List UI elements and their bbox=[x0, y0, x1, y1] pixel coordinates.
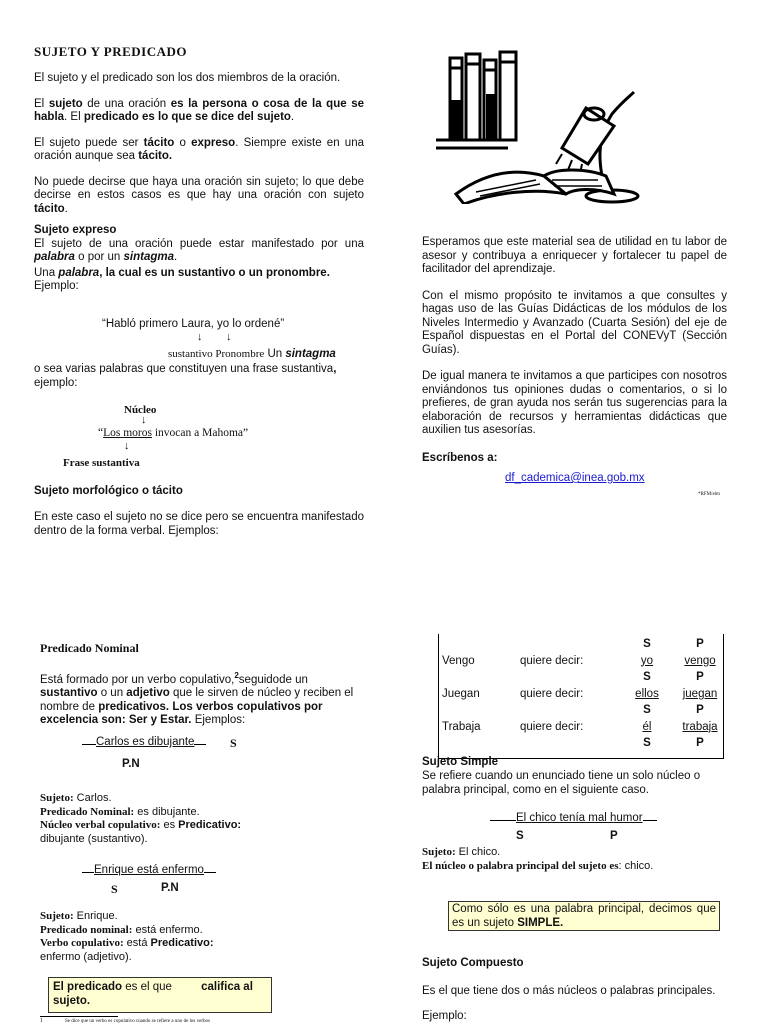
table-cell: P bbox=[696, 737, 704, 750]
arrow-down-icon: ↓ bbox=[124, 440, 130, 452]
table-cell: Vengo bbox=[442, 654, 475, 667]
table-header-row bbox=[442, 702, 722, 719]
paragraph-no-sujeto: No puede decirse que haya una oración sin sujeto; lo que debe decirse en estos casos es que hay una oración con sujeto tácito. bbox=[34, 175, 364, 215]
heading-sujeto-compuesto: Sujeto Compuesto bbox=[422, 957, 524, 969]
table-cell: yo bbox=[640, 654, 654, 667]
table-cell: P bbox=[696, 671, 704, 684]
example-enrique: Enrique está enfermo bbox=[82, 864, 216, 876]
example-sentence-1: “Habló primero Laura, yo lo ordené” bbox=[102, 318, 285, 330]
heading-sujeto-simple: Sujeto Simple bbox=[422, 756, 499, 768]
paragraph-sujeto-expreso: El sujeto de una oración puede estar manifestado por una palabra o por un sintagma. bbox=[34, 237, 364, 263]
table-row bbox=[442, 653, 722, 670]
label-ejemplo-compuesto: Ejemplo: bbox=[422, 1010, 467, 1022]
table-row bbox=[442, 686, 722, 703]
example-labels: sustantivo Pronombre Un sintagma bbox=[168, 348, 336, 360]
heading-sujeto-expreso: Sujeto expreso bbox=[34, 224, 117, 236]
books-lamp-open-book-illustration bbox=[436, 44, 642, 204]
label-nucleo: Núcleo bbox=[124, 404, 157, 416]
paragraph-esperamos: Esperamos que este material sea de utilidad en tu labor de asesor y contribuya a enriquecer y fortalecer tu papel de facilitador del aprendizaje. bbox=[422, 236, 727, 275]
table-cell bbox=[442, 702, 520, 719]
label-s: S bbox=[230, 736, 237, 750]
paragraph-palabra: Una palabra, la cual es un sustantivo o un pronombre. bbox=[34, 266, 330, 279]
page-title: SUJETO Y PREDICADO bbox=[34, 44, 187, 59]
table-cell: P bbox=[696, 638, 704, 651]
right-top-column bbox=[422, 236, 727, 464]
paragraph-sujeto-compuesto: Es el que tiene dos o más núcleos o palabras principales. bbox=[422, 985, 716, 997]
heading-sujeto-morfologico: Sujeto morfológico o tácito bbox=[34, 485, 183, 497]
table-cell: S bbox=[643, 638, 651, 651]
table-header-row bbox=[442, 669, 722, 686]
example-chico: El chico tenía mal humor bbox=[490, 812, 657, 824]
analysis-enrique: Sujeto: Enrique. Predicado nominal: está enfermo. Verbo copulativo: está Predicativo: enfermo (adjetivo). bbox=[40, 910, 214, 963]
arrow-down-icon: ↓ bbox=[226, 331, 232, 343]
label-s: S bbox=[111, 882, 118, 896]
table-cell: quiere decir: bbox=[520, 687, 584, 700]
label-s: S bbox=[516, 830, 524, 842]
analysis-chico: Sujeto: El chico. El núcleo o palabra principal del sujeto es: chico. bbox=[422, 846, 654, 872]
table-cell bbox=[520, 669, 616, 686]
paragraph-morfologico: En este caso el sujeto no se dice pero se encuentra manifestado dentro de la forma verbal. Ejemplos: bbox=[34, 511, 364, 537]
table-cell bbox=[520, 702, 616, 719]
table-cell: él bbox=[642, 720, 652, 733]
table-cell: S bbox=[643, 737, 651, 750]
paragraph-frase-sustantiva: o sea varias palabras que constituyen una frase sustantiva, ejemplo: bbox=[34, 363, 337, 389]
table-cell: S bbox=[643, 704, 651, 717]
example-sentence-2: “Los moros invocan a Mahoma” bbox=[98, 427, 249, 439]
footnote: 1 Se dice que un verbo es copulativo cuando se refiere a uno de los verbos bbox=[40, 1018, 210, 1024]
table-cell: P bbox=[696, 704, 704, 717]
table-cell: vengo bbox=[684, 654, 716, 667]
table-cell: ellos bbox=[635, 687, 659, 700]
analysis-carlos: Sujeto: Carlos. Predicado Nominal: es dibujante. Núcleo verbal copulativo: es Predicativo: dibujante (sustantivo). bbox=[40, 792, 242, 845]
table-cell: Juegan bbox=[442, 687, 480, 700]
left-top-column bbox=[34, 44, 364, 294]
table-cell bbox=[442, 669, 520, 686]
table-header-row bbox=[442, 636, 722, 653]
paragraph-predicado-nominal: Está formado por un verbo copulativo,$^2$seguidode un sustantivo o un adjetivo que le sirven de núcleo y reciben el nombre de predicativos. Los verbos copulativos por excelencia son: Ser y Estar. Ejemplos: bbox=[40, 671, 354, 727]
paragraph-intro: El sujeto y el predicado son los dos miembros de la oración. bbox=[34, 72, 341, 84]
highlight-box-simple: Como sólo es una palabra principal, decimos que es un sujeto SIMPLE. bbox=[448, 901, 720, 931]
highlight-box-predicado: El predicado es el que califica al sujeto. bbox=[48, 977, 272, 1013]
label-p: P bbox=[610, 830, 618, 842]
table-row bbox=[442, 719, 722, 736]
label-frase-sustantiva: Frase sustantiva bbox=[63, 457, 140, 469]
verb-subject-table bbox=[442, 636, 722, 752]
label-pn: P.N bbox=[161, 882, 179, 894]
table-cell: quiere decir: bbox=[520, 654, 584, 667]
paragraph-tacito-expreso: El sujeto puede ser tácito o expreso. Siempre existe en una oración aunque sea tácito. bbox=[34, 136, 364, 162]
paragraph-sujeto-definition: El sujeto de una oración es la persona o cosa de la que se habla. El predicado es lo que se dice del sujeto. bbox=[34, 97, 364, 123]
paragraph-sujeto-simple: Se refiere cuando un enunciado tiene un solo núcleo o palabra principal, como en el siguiente caso. bbox=[422, 770, 701, 796]
email-link[interactable]: df_cademica@inea.gob.mx bbox=[505, 472, 645, 484]
example-carlos: Carlos es dibujante bbox=[82, 736, 206, 748]
footnote-rule bbox=[40, 1016, 118, 1017]
paragraph-proposito: Con el mismo propósito te invitamos a que consultes y hagas uso de las Guías Didácticas de los módulos de los Niveles Intermedio y Avanzado (Cuarta Sesión) del eje de Español dispuestas en el Portal del CONEVyT (Sección Guías). bbox=[422, 289, 727, 356]
table-cell bbox=[442, 735, 520, 752]
arrow-down-icon: ↓ bbox=[141, 414, 147, 426]
arrow-down-icon: ↓ bbox=[197, 331, 203, 343]
label-escribenos: Escríbenos a: bbox=[422, 451, 498, 464]
table-cell: S bbox=[643, 671, 651, 684]
table-cell: quiere decir: bbox=[520, 720, 584, 733]
label-ejemplo: Ejemplo: bbox=[34, 280, 79, 292]
table-cell: juegan bbox=[682, 687, 718, 700]
table-cell: trabaja bbox=[682, 720, 718, 733]
initials: *RFM/elm bbox=[698, 492, 720, 497]
table-cell bbox=[520, 735, 616, 752]
paragraph-participes: De igual manera te invitamos a que participes con nosotros enviándonos tus opiniones dudas o comentarios, o si lo prefieres, de gran ayuda nos serán tus sugerencias para la elaboración de recursos y herramientas didácticas que auxilien tus asesorías. bbox=[422, 370, 727, 436]
table-header-row bbox=[442, 735, 722, 752]
table-cell: Trabaja bbox=[442, 720, 481, 733]
table-cell bbox=[442, 636, 520, 653]
heading-predicado-nominal: Predicado Nominal bbox=[40, 641, 139, 655]
label-pn: P.N bbox=[122, 758, 140, 770]
table-cell bbox=[520, 636, 616, 653]
